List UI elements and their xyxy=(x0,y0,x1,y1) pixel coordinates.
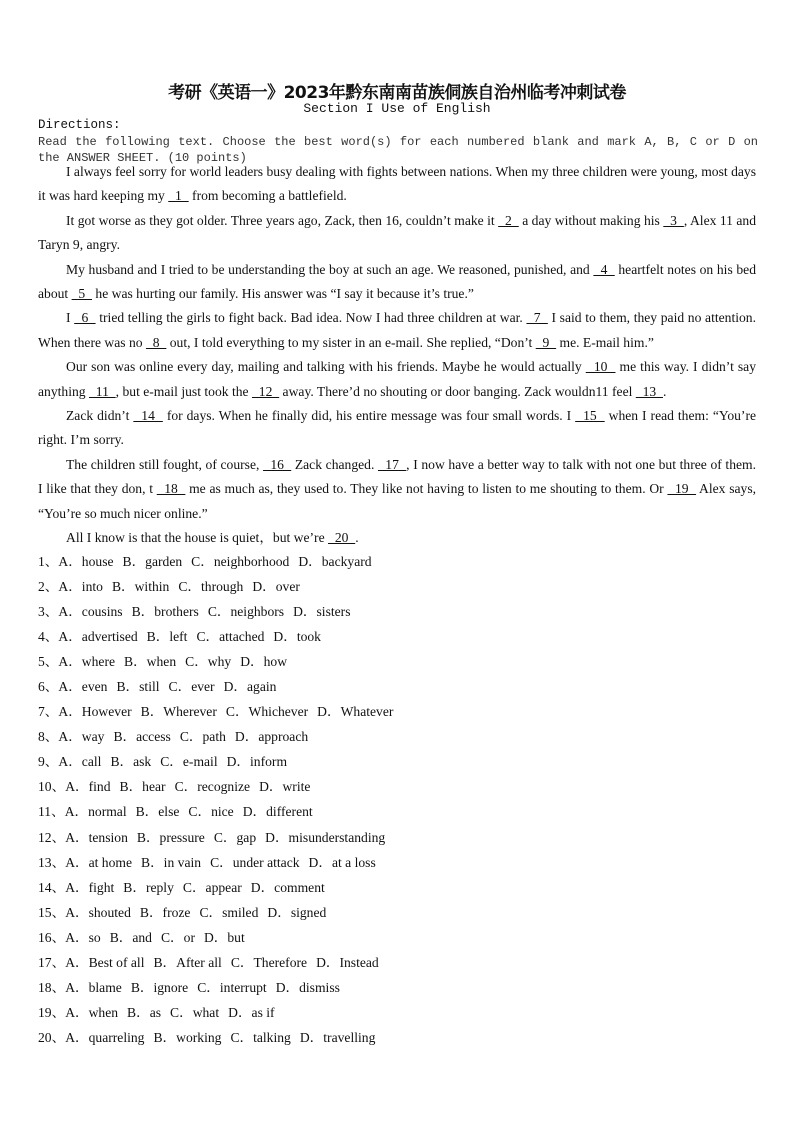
question-option: A．shouted xyxy=(65,904,131,920)
question-item xyxy=(38,900,402,925)
directions-text: Read the following text. Choose the best word(s) for each numbered blank and mark A, B, C or D on the ANSWER SHEET. (10 points) xyxy=(38,135,758,165)
question-option: B．working xyxy=(153,1029,222,1045)
passage-text: I always feel sorry for world leaders busy dealing with fights between nations. When my three children were young, most days it was hard keeping my xyxy=(38,164,756,204)
question-option: D．backyard xyxy=(298,554,372,569)
question-option: A．quarreling xyxy=(65,1029,145,1045)
question-item xyxy=(38,549,402,574)
question-option: A．However xyxy=(58,704,132,720)
question-option: A．when xyxy=(65,1004,119,1020)
question-item xyxy=(38,799,402,824)
question-number: 9、 xyxy=(38,754,59,770)
passage-text: , I now have a better way to talk with not one but three of them. I like that they don, t xyxy=(38,456,757,497)
question-option: C．nice xyxy=(188,804,234,820)
question-option: A．find xyxy=(65,779,111,795)
question-option: D．took xyxy=(273,629,321,645)
question-item xyxy=(38,674,402,699)
numbered-blank: 9 xyxy=(535,334,557,350)
question-number: 20、 xyxy=(38,1029,66,1045)
question-option: B．brothers xyxy=(131,604,199,620)
question-number: 8、 xyxy=(38,729,59,745)
question-item xyxy=(38,1025,402,1050)
question-number: 6、 xyxy=(38,679,59,695)
question-option: D．misunderstanding xyxy=(265,829,386,845)
question-option: B．as xyxy=(127,1004,162,1020)
passage-text: me this way. I didn’t say anything xyxy=(38,359,757,399)
question-option: B．pressure xyxy=(136,829,205,845)
passage-paragraph xyxy=(38,453,756,526)
passage-paragraph xyxy=(38,160,756,209)
question-item xyxy=(38,975,402,1000)
question-option: D．approach xyxy=(234,729,309,745)
passage-text: when I read them: “You’re right. I’m sorry. xyxy=(38,408,757,448)
question-number: 17、 xyxy=(38,954,66,970)
passage-paragraph xyxy=(38,404,756,453)
passage-text: for days. When he finally did, his entire message was four small words. I xyxy=(162,408,576,424)
passage-text: . xyxy=(662,383,667,399)
question-option: A．cousins xyxy=(58,604,123,620)
question-option: C．through xyxy=(178,579,244,595)
passage-text: . xyxy=(355,530,359,546)
question-number: 15、 xyxy=(38,904,66,920)
passage-text: me as much as, they used to. They like not having to listen to me shouting to them. Or xyxy=(185,481,668,497)
question-option: C．neighbors xyxy=(207,604,285,620)
question-option: C．talking xyxy=(230,1029,291,1045)
question-option: C．smiled xyxy=(199,904,259,920)
question-option: C．why xyxy=(185,654,232,670)
question-option: D．different xyxy=(242,804,313,820)
question-option: D．how xyxy=(240,654,288,670)
question-option: B．Wherever xyxy=(140,704,217,720)
question-option: D．comment xyxy=(250,879,325,895)
question-option: D．but xyxy=(203,929,245,945)
numbered-blank: 7 xyxy=(526,310,548,326)
passage-text: I said to them, they paid no attention. When there was no xyxy=(38,310,757,350)
question-option: C．neighborhood xyxy=(191,554,290,569)
question-item xyxy=(38,850,402,875)
question-option: B．ask xyxy=(110,754,152,770)
passage-text: Our son was online every day, mailing and talking with his friends. Maybe he would actually xyxy=(66,359,586,375)
question-item xyxy=(38,1000,402,1025)
question-option: C．what xyxy=(170,1004,220,1020)
question-option: B．and xyxy=(109,929,152,945)
numbered-blank: 6 xyxy=(74,310,96,326)
question-option: C．Therefore xyxy=(230,954,308,970)
question-list xyxy=(38,549,402,1050)
question-option: C．interrupt xyxy=(197,979,267,995)
question-option: D．at a loss xyxy=(308,854,376,870)
question-option: D．write xyxy=(259,779,311,795)
question-option: D．Instead xyxy=(316,954,379,970)
question-number: 5、 xyxy=(38,654,59,670)
numbered-blank: 2 xyxy=(498,212,519,228)
numbered-blank: 18 xyxy=(156,481,186,497)
question-option: B．garden xyxy=(122,554,183,569)
passage-paragraph xyxy=(38,306,756,355)
question-option: C．appear xyxy=(182,879,242,895)
numbered-blank: 17 xyxy=(378,456,407,472)
numbered-blank: 8 xyxy=(145,334,167,350)
question-option: A．Best of all xyxy=(65,954,145,970)
question-number: 16、 xyxy=(38,929,66,945)
question-number: 7、 xyxy=(38,704,59,720)
question-option: D．as if xyxy=(228,1004,275,1020)
numbered-blank: 19 xyxy=(667,481,697,497)
numbered-blank: 10 xyxy=(585,359,616,375)
question-item xyxy=(38,599,402,624)
question-number: 14、 xyxy=(38,879,66,895)
question-item xyxy=(38,699,402,724)
passage-text: It got worse as they got older. Three years ago, Zack, then 16, couldn’t make it xyxy=(66,212,499,228)
question-number: 19、 xyxy=(38,1004,66,1020)
numbered-blank: 16 xyxy=(263,456,292,472)
question-option: B．when xyxy=(124,654,177,670)
question-option: B．hear xyxy=(119,779,166,795)
directions-heading: Directions: xyxy=(38,118,121,132)
question-item xyxy=(38,925,402,950)
question-option: A．advertised xyxy=(58,629,138,645)
question-number: 12、 xyxy=(38,829,66,845)
question-number: 18、 xyxy=(38,979,66,995)
question-option: A．blame xyxy=(65,979,122,995)
passage-text: he was hurting our family. His answer was “I say it because it’s true.” xyxy=(92,286,474,302)
question-option: B．access xyxy=(113,729,171,745)
passage-paragraph xyxy=(38,258,756,307)
question-option: A．tension xyxy=(65,829,128,845)
numbered-blank: 20 xyxy=(328,530,356,546)
question-option: D．dismiss xyxy=(275,979,340,995)
passage-text: out, I told everything to my sister in an e-mail. She replied, “Don’t xyxy=(166,334,536,350)
question-item xyxy=(38,624,402,649)
numbered-blank: 11 xyxy=(88,383,116,399)
question-option: C．recognize xyxy=(174,779,251,795)
question-option: B．left xyxy=(146,629,188,645)
page-title: 考研《英语一》2023年黔东南南苗族侗族自治州临考冲刺试卷 xyxy=(168,83,626,103)
numbered-blank: 12 xyxy=(251,383,280,399)
question-option: A．even xyxy=(58,679,108,695)
question-option: C．Whichever xyxy=(225,704,309,720)
question-item xyxy=(38,950,402,975)
question-option: C．gap xyxy=(213,829,257,845)
question-option: A．house xyxy=(58,554,114,569)
question-number: 3、 xyxy=(38,604,59,620)
section-heading: Section I Use of English xyxy=(303,101,491,116)
passage-text: me. E-mail him.” xyxy=(556,334,654,350)
question-option: C．e-mail xyxy=(160,754,218,770)
passage-paragraph xyxy=(38,209,756,258)
question-item xyxy=(38,574,402,599)
numbered-blank: 15 xyxy=(575,408,605,424)
passage-text: tried telling the girls to fight back. Bad idea. Now I had three children at war. xyxy=(95,310,527,326)
numbered-blank: 3 xyxy=(663,212,684,228)
question-number: 4、 xyxy=(38,629,59,645)
question-item xyxy=(38,724,402,749)
question-option: C．or xyxy=(160,929,195,945)
question-option: B．After all xyxy=(153,954,222,970)
question-option: A．into xyxy=(58,579,103,595)
question-option: D．sisters xyxy=(293,604,351,620)
passage-text: I xyxy=(66,310,75,326)
question-item xyxy=(38,774,402,799)
passage-text: All I know is that the house is quiet，but we’re xyxy=(66,530,329,546)
passage-text: Zack changed. xyxy=(291,456,378,472)
question-option: A．normal xyxy=(64,804,127,820)
passage-paragraph xyxy=(38,526,756,550)
numbered-blank: 5 xyxy=(71,286,92,302)
passage xyxy=(38,160,756,551)
question-option: D．over xyxy=(252,579,300,595)
passage-text: My husband and I tried to be understanding the boy at such an age. We reasoned, punished, and xyxy=(66,261,594,277)
question-option: D．inform xyxy=(226,754,288,770)
question-option: A．way xyxy=(58,729,105,745)
question-number: 11、 xyxy=(38,804,65,820)
passage-text: a day without making his xyxy=(518,212,664,228)
question-number: 2、 xyxy=(38,579,59,595)
question-item xyxy=(38,825,402,850)
question-number: 10、 xyxy=(38,779,66,795)
passage-text: from becoming a battlefield. xyxy=(188,188,347,204)
question-item xyxy=(38,875,402,900)
question-option: D．travelling xyxy=(299,1029,376,1045)
question-option: C．path xyxy=(179,729,226,745)
passage-paragraph xyxy=(38,355,756,404)
question-option: B．still xyxy=(116,679,160,695)
question-option: A．where xyxy=(58,654,116,670)
question-option: C．ever xyxy=(168,679,215,695)
question-item xyxy=(38,749,402,774)
numbered-blank: 1 xyxy=(168,188,189,204)
question-option: A．at home xyxy=(65,854,133,870)
passage-text: Alex says, “You’re so much nicer online.” xyxy=(38,481,757,521)
question-option: B．froze xyxy=(139,904,191,920)
question-item xyxy=(38,649,402,674)
question-option: D．signed xyxy=(267,904,327,920)
question-number: 13、 xyxy=(38,854,66,870)
passage-text: , Alex 11 and Taryn 9, angry. xyxy=(38,212,757,253)
question-option: A．so xyxy=(65,929,101,945)
question-option: B．in vain xyxy=(141,854,202,870)
question-option: C．attached xyxy=(196,629,265,645)
passage-text: The children still fought, of course, xyxy=(66,456,264,472)
question-option: D．again xyxy=(223,679,277,695)
question-number: 1、 xyxy=(38,554,59,569)
numbered-blank: 14 xyxy=(133,408,163,424)
passage-text: heartfelt notes on his bed about xyxy=(38,261,756,302)
question-option: B．within xyxy=(111,579,170,595)
question-option: C．under attack xyxy=(210,854,300,870)
question-option: A．fight xyxy=(65,879,115,895)
question-option: B．ignore xyxy=(130,979,189,995)
question-option: A．call xyxy=(58,754,102,770)
passage-text: , but e-mail just took the xyxy=(115,383,252,399)
numbered-blank: 13 xyxy=(635,383,663,399)
passage-text: away. There’d no shouting or door banging. Zack wouldn11 feel xyxy=(279,383,636,399)
question-option: B．else xyxy=(135,804,180,820)
passage-text: Zack didn’t xyxy=(66,408,134,424)
question-option: B．reply xyxy=(123,879,174,895)
question-option: D．Whatever xyxy=(317,704,394,720)
numbered-blank: 4 xyxy=(593,261,615,277)
